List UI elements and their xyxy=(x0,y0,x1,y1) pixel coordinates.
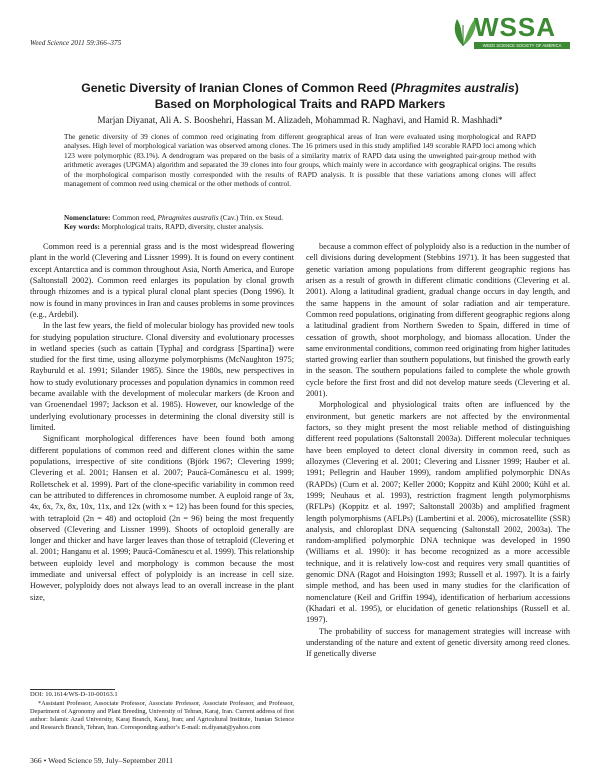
body-column-right xyxy=(306,241,570,660)
running-head: Weed Science 2011 59:366–375 xyxy=(30,39,122,47)
footnote-rule xyxy=(30,689,115,690)
article-title xyxy=(30,80,570,112)
title-species: Phragmites australis xyxy=(394,81,515,95)
paragraph: Common reed is a perennial grass and is the most widespread flowering plant in the world (Clevering and Lissner 1999). It is found on every continent except Antarctica and is common throughout Asia, North America, and Europe (Saltonstall 2002). Common reed enlarges its population by clonal growth through rhizomes and is a typical plural clonal plant species (Dong 1996). It now is found in many provinces in Iran and causes problems in some provinces (e.g., Ardebil). xyxy=(30,242,294,319)
keywords-text: Morphological traits, RAPD, diversity, cluster analysis. xyxy=(101,222,264,231)
paragraph: Significant morphological differences have been found both among different populations of common reed and different clones within the same populations, irrespective of site conditions (Björk 1967; Clevering 1999; Clevering et al. 2001; Hansen et al. 2007; Paucă-Comănescu et al. 1999; Rolletschek et al. 1999). Part of the clone-specific variability in common reed can be attributed to differences in chromosome number. A euploid range of 3x, 4x, 6x, 7x, 8x, 10x, 11x, and 12x (with x = 12) has been found for this species, with tetraploid (2n = 48) and octoploid (2n = 96) being the most frequently observed (Clevering and Lissner 1999). Shoots of octoploid generally are longer and thicker and have larger leaves than those of tetraploid (Clevering et al. 2001; Hanganu et al. 1999; Paucă-Comănescu et al. 1999). This relationship between euploidy level and morphology is common because the most immediate and universal effect of polyploidy is an increase in cell size. However, polyploidy does not always lead to an overall increase in the plant size, xyxy=(30,434,294,602)
page-folio: 366 • Weed Science 59, July–September 2011 xyxy=(30,756,174,765)
title-close: ) xyxy=(514,81,519,95)
doi: DOI: 10.1614/WS-D-10-00163.1 xyxy=(30,691,118,698)
keywords-label: Key words: xyxy=(64,222,100,231)
paragraph: In the last few years, the field of molecular biology has provided new tools for studying population structure. Clonal diversity and evolutionary processes in wetland species (such as cattain [Typha] and cordgrass [Spartina]) were studied for the first time, using allozyme polymorphisms (McNaughton 1975; Rayburuld et al. 1991; Silander 1985). Since the 1980s, new perspectives in how to study evolutionary processes and population dynamics in common reed became available with the development of molecular markers (de Kroon and van Groenendael 1997; Jackson et al. 1985). However, our knowledge of the underlying evolutionary processes in determining the clonal diversity still is limited. xyxy=(30,321,294,432)
keywords xyxy=(64,222,536,231)
author-list: Marjan Diyanat, Ali A. S. Booshehri, Hassan M. Alizadeh, Mohammad R. Naghavi, and Hamid R. Mashhadi* xyxy=(97,115,503,125)
paragraph: Morphological and physiological traits often are influenced by the environment, but genetic markers are not affected by the environmental factors, so they might present the most reliable method of distinguishing different reed populations (Saltonstall 2003a). Different molecular techniques have been employed to detect clonal diversity in common reed, such as allozymes (Clevering et al. 2001; Clevering and Lissner 1999; Hauber et al. 1991; Pellegrin and Hauber 1999), random amplified polymorphic DNAs (RAPDs) (Curn et al. 2007; Keller 2000; Koppitz and Kühl 2000; Kühl et al. 1999; Neuhaus et al. 1993), restriction fragment length polymorphisms (RFLPs) (Koppitz et al. 1997; Saltonstall 2003b) and amplified fragment length polymorphisms (AFLPs) (Lambertini et al. 2006), microsatellite (SSR) analysis, and chloroplast DNA sequencing (Saltonstall 2002, 2003a). The random-amplified polymorphic DNA technique was developed in 1990 (Williams et al. 1990): it has become recognized as a more accessible technique, and it is relatively low-cost and requires very small quantities of genomic DNA (Ragot and Hoisington 1993; Russell et al. 1997). It is a fairly simple method, and has been used in many studies for the clarification of nomenclature (Keil and Griffin 1994), identification of herbarium accessions (Khadari et al. 1995), or elucidation of genetic relationships (Russell et al. 1997). xyxy=(306,400,570,625)
logo-tagline: WEED SCIENCE SOCIETY OF AMERICA xyxy=(474,42,570,49)
nomenclature xyxy=(64,213,536,222)
paragraph: The probability of success for management strategies will increase with understanding of the nature and extent of genetic diversity among reed clones. If genetically diverse xyxy=(306,626,570,659)
title-text: Genetic Diversity of Iranian Clones of Common Reed ( xyxy=(81,81,395,95)
nomenclature-label: Nomenclature: xyxy=(64,213,111,222)
body-column-left xyxy=(30,241,294,603)
author-footnote: *Assistant Professor, Associate Professor, Associate Professor, Associate Professor, and Professor, Department of Agronomy and Plant Breeding, University of Tehran, Karaj, Iran. Current address of first author: Islamic Azad University, Karaj Branch, Karaj, Iran; and Agricultural Institute, Iranian Science and Research Branch, Tehran, Iran. Corresponding author’s E-mail: m.diyanat@yahoo.com xyxy=(30,700,294,732)
logo-wordmark: WSSA xyxy=(474,12,556,42)
abstract: The genetic diversity of 39 clones of common reed originating from different geographical areas of Iran were evaluated using morphological and RAPD analyses. High level of morphological variation was observed among clones. The 16 primers used in this study amplified 149 scorable RAPD loci among which 123 were polymorphic (83.1%). A dendrogram was prepared on the basis of a similarity matrix of RAPD data using the unweighted pair-group method with arithmetic averages (UPGMA) algorithm and separated the 39 clones into four groups, which mainly were in accordance with geographical origins. The results of the morphological comparison mostly corresponded with the results of RAPD analysis. It is possible that these variations among clones will affect management of common reed using chemical or the other methods of control. xyxy=(64,132,536,189)
nomenclature-text-a: Common reed, xyxy=(112,213,158,222)
nomenclature-text-b: (Cav.) Trin. ex Steud. xyxy=(218,213,284,222)
title-line-2: Based on Morphological Traits and RAPD Markers xyxy=(154,97,446,111)
paragraph: because a common effect of polyploidy also is a reduction in the number of cell divisions during development (Stebbins 1971). It has been suggested that genetic variation among populations from different geographic regions has arisen as a result of growth in different climatic conditions (Clevering et al. 2001). Along a latitudinal gradient, gradual change occurs in day length, and the same happens in the amount of solar radiation and air temperature. Common reed populations, originating from different geographic regions along a latitudinal gradient from Northern Sweden to Spain, differed in time of cessation of growth, shoot morphology, and biomass allocation. Under the same environmental conditions, common reed originating from higher latitudes started growing earlier than southern populations, but finished the growth early in the season. The southern populations failed to complete the whole growth cycle before the first frost and did not develop mature seeds (Clevering et al. 2001). xyxy=(306,242,570,399)
nomenclature-species: Phragmites australis xyxy=(157,213,219,222)
wssa-logo xyxy=(448,13,570,51)
